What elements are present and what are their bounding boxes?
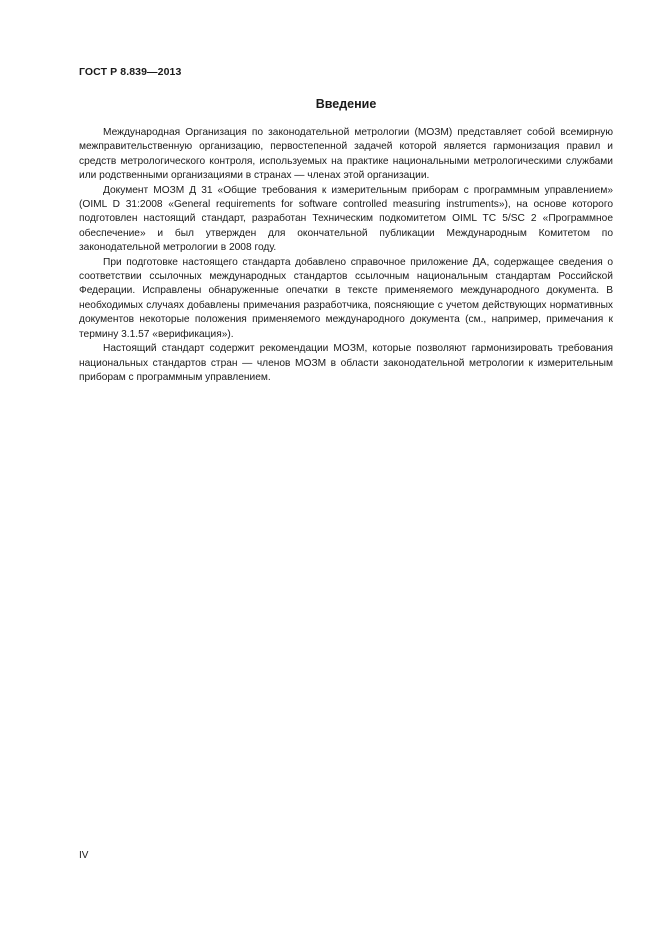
paragraph: При подготовке настоящего стандарта добавлено справочное приложение ДА, содержащее сведения о соответствии ссылочных международных стандартов ссылочным национальным стандартам Российской Федерации. Исправлены обнаруженные опечатки в тексте применяемого международного документа. В необходимых случаях добавлены примечания разработчика, поясняющие с учетом действующих нормативных документов некоторые положения применяемого международного документа (см., например, примечания к термину 3.1.57 «верификация»). bbox=[79, 256, 613, 340]
section-body bbox=[79, 126, 613, 385]
paragraph: Международная Организация по законодательной метрологии (МОЗМ) представляет собой всемирную межправительственную организацию, первостепенной задачей которой является гармонизация правил и средств метрологического контроля, используемых на практике национальными метрологическими службами или родственными организациями в странах — членах этой организации. bbox=[79, 127, 613, 182]
page-number: IV bbox=[79, 850, 89, 861]
paragraph: Документ МОЗМ Д 31 «Общие требования к измерительным приборам с программным управлением» (OIML D 31:2008 «General requirements for software controlled measuring instruments»), на основе которого подготовлен настоящий стандарт, разработан Техническим подкомитетом OIML TC 5/SC 2 «Программное обеспечение» и был утвержден для окончательной публикации Международным Комитетом по законодательной метрологии в 2008 году. bbox=[79, 184, 613, 254]
section-title: Введение bbox=[315, 97, 377, 111]
document-id: ГОСТ Р 8.839—2013 bbox=[79, 66, 182, 78]
paragraph: Настоящий стандарт содержит рекомендации МОЗМ, которые позволяют гармонизировать требования национальных стандартов стран — членов МОЗМ в области законодательной метрологии к измерительным приборам с программным управлением. bbox=[79, 343, 613, 383]
